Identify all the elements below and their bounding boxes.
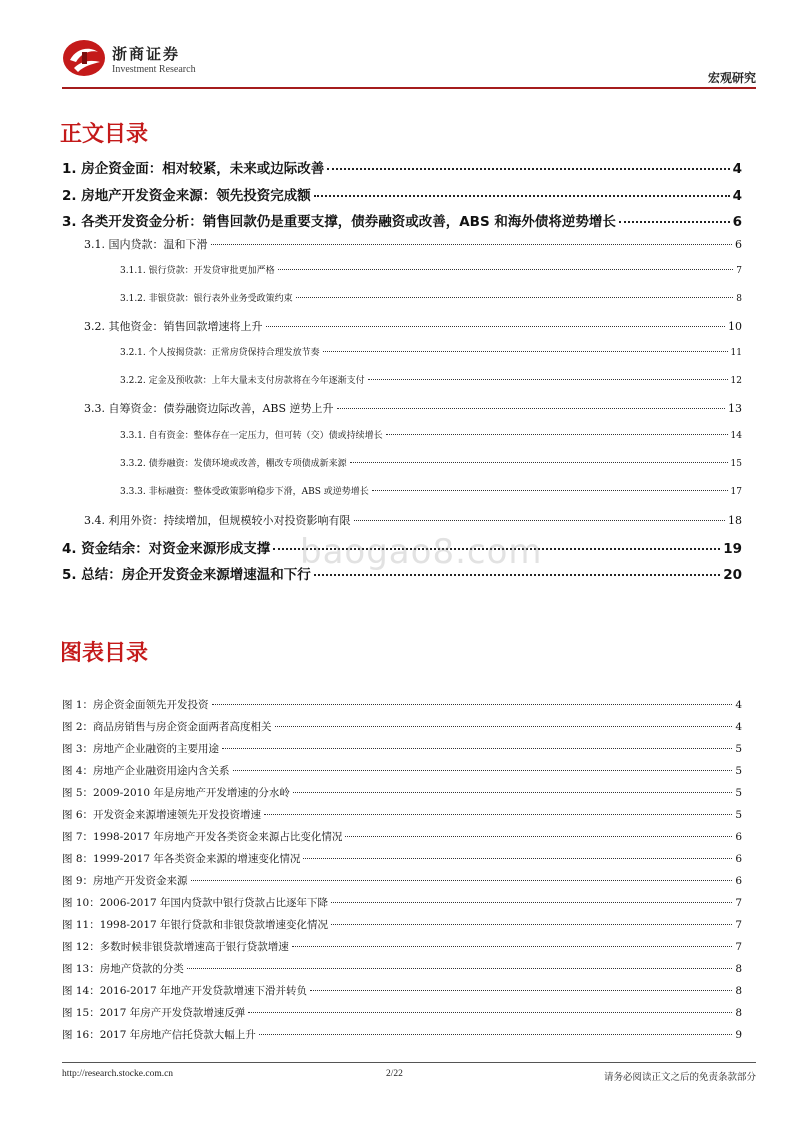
company-logo-icon bbox=[62, 38, 106, 78]
footer-divider bbox=[62, 1062, 756, 1063]
dot-leader bbox=[368, 379, 728, 380]
figure-entry[interactable] bbox=[62, 851, 742, 866]
figure-entry[interactable] bbox=[62, 719, 742, 734]
brand-name-en: Investment Research bbox=[112, 64, 196, 75]
toc-entry-text: 3.2.1. 个人按揭贷款：正常房贷保持合理发放节奏 bbox=[120, 348, 320, 358]
toc-entry[interactable] bbox=[62, 236, 742, 252]
toc-entry-text: 3.3.2. 债券融资：发债环境或改善，棚改专项债成新来源 bbox=[120, 459, 347, 469]
toc-entry-text: 3. 各类开发资金分析：销售回款仍是重要支撑，债券融资或改善，ABS 和海外债将逆势增长 bbox=[62, 214, 616, 230]
dot-leader bbox=[372, 490, 728, 491]
figure-entry-text: 图 14：2016-2017 年地产开发贷款增速下滑并转负 bbox=[62, 985, 308, 997]
header-divider bbox=[62, 87, 756, 89]
dot-leader bbox=[314, 195, 730, 197]
toc-entry[interactable] bbox=[62, 291, 742, 304]
figure-entry[interactable] bbox=[62, 785, 742, 800]
dot-leader bbox=[314, 574, 720, 576]
page-header bbox=[62, 38, 756, 90]
figure-entry-page: 7 bbox=[735, 941, 742, 953]
dot-leader bbox=[337, 408, 725, 409]
toc-entry[interactable] bbox=[62, 512, 742, 528]
toc-entry[interactable] bbox=[62, 184, 742, 204]
toc-entry-page: 20 bbox=[723, 567, 742, 583]
figure-entry-page: 8 bbox=[735, 985, 742, 997]
footer-url[interactable]: http://research.stocke.com.cn bbox=[62, 1069, 174, 1079]
dot-leader bbox=[345, 836, 732, 837]
department-label: 宏观研究 bbox=[707, 71, 756, 85]
toc-entry-text: 3.4. 利用外资：持续增加，但规模较小对投资影响有限 bbox=[84, 514, 351, 527]
figure-entry-page: 8 bbox=[735, 963, 742, 975]
figure-entry-page: 5 bbox=[735, 743, 742, 755]
figure-entry-page: 6 bbox=[735, 875, 742, 887]
toc-entry-page: 11 bbox=[730, 348, 742, 358]
toc-entry-page: 8 bbox=[736, 294, 742, 304]
toc-entry[interactable] bbox=[62, 318, 742, 334]
toc-entry-page: 7 bbox=[736, 266, 742, 276]
toc-entry[interactable] bbox=[62, 373, 742, 386]
toc-entry-page: 4 bbox=[732, 188, 742, 204]
dot-leader bbox=[327, 168, 729, 170]
toc-entry-text: 3.2.2. 定金及预收款：上年大量未支付房款将在今年逐渐支付 bbox=[120, 376, 365, 386]
toc-entry[interactable] bbox=[62, 263, 742, 276]
figure-entry[interactable] bbox=[62, 1027, 742, 1042]
dot-leader bbox=[331, 924, 732, 925]
figure-entry-text: 图 4：房地产企业融资用途内含关系 bbox=[62, 765, 230, 777]
toc-entry-text: 3.3. 自筹资金：债券融资边际改善，ABS 逆势上升 bbox=[84, 402, 334, 415]
figure-entry-text: 图 12：多数时候非银贷款增速高于银行贷款增速 bbox=[62, 941, 289, 953]
toc-entry-text: 3.1.1. 银行贷款：开发贷审批更加严格 bbox=[120, 266, 275, 276]
dot-leader bbox=[212, 704, 733, 705]
dot-leader bbox=[191, 880, 733, 881]
figure-entry-page: 4 bbox=[735, 721, 742, 733]
figure-entry-text: 图 13：房地产贷款的分类 bbox=[62, 963, 184, 975]
toc-entry-page: 15 bbox=[730, 459, 742, 469]
toc-entry-text: 3.1. 国内贷款：温和下滑 bbox=[84, 238, 208, 251]
figure-entry[interactable] bbox=[62, 829, 742, 844]
figure-entry[interactable] bbox=[62, 1005, 742, 1020]
toc-entry[interactable] bbox=[62, 345, 742, 358]
figure-entry[interactable] bbox=[62, 961, 742, 976]
toc-entry-page: 13 bbox=[728, 402, 742, 415]
figures-title: 图表目录 bbox=[60, 641, 149, 666]
toc-entry-text: 3.2. 其他资金：销售回款增速将上升 bbox=[84, 320, 263, 333]
toc-entry-page: 10 bbox=[728, 320, 742, 333]
toc-entry-page: 19 bbox=[723, 541, 742, 557]
dot-leader bbox=[222, 748, 732, 749]
toc-entry[interactable] bbox=[62, 157, 742, 177]
figure-entry[interactable] bbox=[62, 917, 742, 932]
toc-entry-page: 4 bbox=[732, 161, 742, 177]
dot-leader bbox=[293, 792, 732, 793]
dot-leader bbox=[248, 1012, 732, 1013]
figure-entry-page: 6 bbox=[735, 831, 742, 843]
figure-entry-text: 图 16：2017 年房地产信托贷款大幅上升 bbox=[62, 1029, 256, 1041]
figure-entry[interactable] bbox=[62, 697, 742, 712]
dot-leader bbox=[264, 814, 732, 815]
footer-page-number: 2/22 bbox=[386, 1069, 403, 1079]
watermark: baogao8.com bbox=[300, 532, 543, 572]
dot-leader bbox=[386, 434, 728, 435]
figure-entry[interactable] bbox=[62, 983, 742, 998]
figure-entry-text: 图 7：1998-2017 年房地产开发各类资金来源占比变化情况 bbox=[62, 831, 343, 843]
dot-leader bbox=[211, 244, 733, 245]
dot-leader bbox=[354, 520, 726, 521]
dot-leader bbox=[187, 968, 733, 969]
dot-leader bbox=[303, 858, 732, 859]
toc-entry[interactable] bbox=[62, 428, 742, 441]
figure-entry[interactable] bbox=[62, 939, 742, 954]
figure-entry-text: 图 2：商品房销售与房企资金面两者高度相关 bbox=[62, 721, 272, 733]
toc-entry-page: 14 bbox=[730, 431, 742, 441]
figure-entry-page: 6 bbox=[735, 853, 742, 865]
toc-entry[interactable] bbox=[62, 210, 742, 230]
dot-leader bbox=[292, 946, 733, 947]
figure-entry-text: 图 5：2009-2010 年是房地产开发增速的分水岭 bbox=[62, 787, 290, 799]
toc-entry-page: 12 bbox=[730, 376, 742, 386]
figure-entry[interactable] bbox=[62, 741, 742, 756]
figure-entry[interactable] bbox=[62, 873, 742, 888]
dot-leader bbox=[310, 990, 732, 991]
dot-leader bbox=[619, 221, 730, 223]
toc-entry-text: 5. 总结：房企开发资金来源增速温和下行 bbox=[62, 567, 311, 583]
dot-leader bbox=[323, 351, 728, 352]
figure-entry-page: 4 bbox=[735, 699, 742, 711]
dot-leader bbox=[233, 770, 733, 771]
toc-entry-page: 18 bbox=[728, 514, 742, 527]
figure-entry-text: 图 10：2006-2017 年国内贷款中银行贷款占比逐年下降 bbox=[62, 897, 329, 909]
dot-leader bbox=[278, 269, 734, 270]
figure-entry-text: 图 6：开发资金来源增速领先开发投资增速 bbox=[62, 809, 262, 821]
toc-entry-text: 2. 房地产开发资金来源：领先投资完成额 bbox=[62, 188, 311, 204]
figure-entry-text: 图 1：房企资金面领先开发投资 bbox=[62, 699, 209, 711]
figure-entry-page: 8 bbox=[735, 1007, 742, 1019]
dot-leader bbox=[275, 726, 733, 727]
figure-entry[interactable] bbox=[62, 763, 742, 778]
figure-entry[interactable] bbox=[62, 895, 742, 910]
figure-entry-page: 5 bbox=[735, 787, 742, 799]
toc-entry-page: 6 bbox=[732, 214, 742, 230]
brand-name-cn: 浙商证券 bbox=[112, 45, 181, 63]
footer-disclaimer: 请务必阅读正文之后的免责条款部分 bbox=[603, 1072, 756, 1083]
toc-entry-page: 17 bbox=[730, 487, 742, 497]
toc-entry-text: 4. 资金结余：对资金来源形成支撑 bbox=[62, 541, 271, 557]
dot-leader bbox=[266, 326, 726, 327]
figure-entry-page: 5 bbox=[735, 765, 742, 777]
toc-entry-text: 3.1.2. 非银贷款：银行表外业务受政策约束 bbox=[120, 294, 293, 304]
dot-leader bbox=[331, 902, 732, 903]
figure-entry[interactable] bbox=[62, 807, 742, 822]
toc-entry-text: 1. 房企资金面：相对较紧，未来或边际改善 bbox=[62, 161, 325, 177]
figure-entry-text: 图 3：房地产企业融资的主要用途 bbox=[62, 743, 220, 755]
dot-leader bbox=[350, 462, 728, 463]
figure-entry-page: 7 bbox=[735, 897, 742, 909]
toc-title: 正文目录 bbox=[60, 122, 149, 147]
toc-entry-text: 3.3.3. 非标融资：整体受政策影响稳步下滑，ABS 或逆势增长 bbox=[120, 487, 369, 497]
figure-entry-page: 7 bbox=[735, 919, 742, 931]
toc-entry[interactable] bbox=[62, 400, 742, 416]
figure-entry-page: 9 bbox=[735, 1029, 742, 1041]
toc-entry-text: 3.3.1. 自有资金：整体存在一定压力，但可转（交）债或持续增长 bbox=[120, 431, 383, 441]
figure-entry-text: 图 8：1999-2017 年各类资金来源的增速变化情况 bbox=[62, 853, 301, 865]
dot-leader bbox=[296, 297, 734, 298]
figure-entry-page: 5 bbox=[735, 809, 742, 821]
toc-entry[interactable] bbox=[62, 484, 742, 497]
figure-entry-text: 图 11：1998-2017 年银行贷款和非银贷款增速变化情况 bbox=[62, 919, 329, 931]
figure-entry-text: 图 15：2017 年房产开发贷款增速反弹 bbox=[62, 1007, 246, 1019]
figure-entry-text: 图 9：房地产开发资金来源 bbox=[62, 875, 188, 887]
dot-leader bbox=[259, 1034, 733, 1035]
toc-entry[interactable] bbox=[62, 456, 742, 469]
toc-entry-page: 6 bbox=[735, 238, 742, 251]
